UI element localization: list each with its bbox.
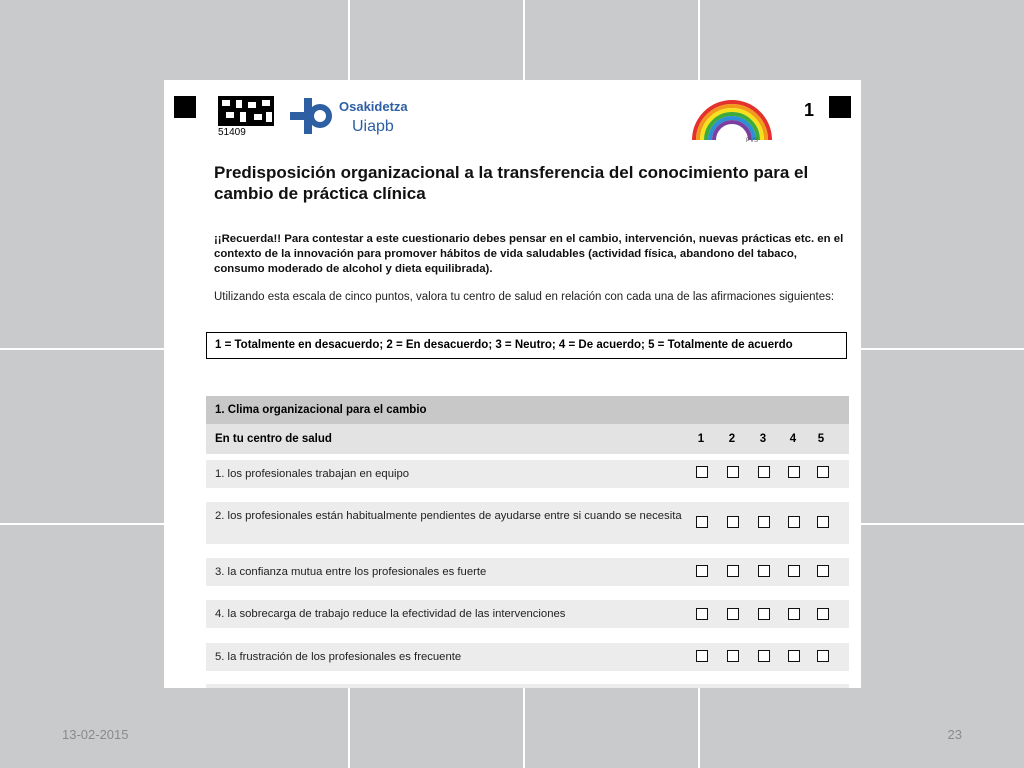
slide-date: 13-02-2015: [62, 727, 129, 742]
reminder-text: ¡¡Recuerda!! Para contestar a este cuestionario debes pensar en el cambio, intervención, nuevas prácticas etc. en el contexto de la innovación para promover hábitos de vida saludables (actividad física, abandono del tabaco, consumo moderado de alcohol y dieta equilibrada).: [214, 233, 844, 275]
osakidetza-logo-icon: [290, 96, 334, 136]
question-row: [206, 600, 849, 628]
answer-checkbox-3[interactable]: [758, 466, 770, 478]
question-text: 5. la frustración de los profesionales es frecuente: [215, 651, 462, 663]
answer-checkbox-5[interactable]: [817, 466, 829, 478]
question-row: [206, 643, 849, 671]
answer-checkbox-3[interactable]: [758, 608, 770, 620]
rainbow-logo-icon: [690, 96, 774, 142]
answer-checkbox-3[interactable]: [758, 516, 770, 528]
section-title: 1. Clima organizacional para el cambio: [206, 396, 849, 424]
barcode-icon: [218, 96, 274, 126]
question-text: 3. la confianza mutua entre los profesionales es fuerte: [215, 566, 487, 578]
answer-checkbox-3[interactable]: [758, 650, 770, 662]
table-subheader: En tu centro de salud: [215, 433, 332, 445]
answer-checkbox-5[interactable]: [817, 565, 829, 577]
answer-checkbox-1[interactable]: [696, 565, 708, 577]
org-name: Osakidetza: [339, 99, 408, 114]
answer-checkbox-5[interactable]: [817, 516, 829, 528]
document-title: Predisposición organizacional a la transferencia del conocimiento para el cambio de práctica clínica: [214, 163, 809, 203]
table-header: [206, 424, 849, 454]
org-unit: Uiapb: [352, 118, 394, 135]
question-row-cut-off: [206, 684, 849, 688]
instructions-text: Utilizando esta escala de cinco puntos, valora tu centro de salud en relación con cada una de las afirmaciones siguientes:: [214, 291, 835, 303]
answer-checkbox-1[interactable]: [696, 608, 708, 620]
registration-mark: [174, 96, 196, 118]
answer-checkbox-4[interactable]: [788, 608, 800, 620]
answer-checkbox-2[interactable]: [727, 516, 739, 528]
answer-checkbox-2[interactable]: [727, 608, 739, 620]
answer-checkbox-1[interactable]: [696, 516, 708, 528]
scale-column-1: 1: [697, 433, 705, 445]
scale-column-4: 4: [789, 433, 797, 445]
answer-checkbox-3[interactable]: [758, 565, 770, 577]
barcode-number: 51409: [218, 127, 246, 138]
question-text: 1. los profesionales trabajan en equipo: [215, 468, 410, 480]
slide-number: 23: [947, 727, 962, 742]
scale-column-3: 3: [759, 433, 767, 445]
question-row: [206, 558, 849, 586]
questionnaire-page: [164, 80, 861, 688]
answer-checkbox-2[interactable]: [727, 466, 739, 478]
scale-column-2: 2: [728, 433, 736, 445]
question-text: 2. los profesionales están habitualmente pendientes de ayudarse entre si cuando se necesita: [215, 510, 682, 522]
answer-checkbox-1[interactable]: [696, 466, 708, 478]
page-number: 1: [804, 100, 815, 120]
answer-checkbox-4[interactable]: [788, 565, 800, 577]
scale-legend: 1 = Totalmente en desacuerdo; 2 = En desacuerdo; 3 = Neutro; 4 = De acuerdo; 5 = Totalmente de acuerdo: [206, 332, 847, 359]
scale-column-5: 5: [817, 433, 825, 445]
answer-checkbox-2[interactable]: [727, 650, 739, 662]
answer-checkbox-1[interactable]: [696, 650, 708, 662]
answer-checkbox-4[interactable]: [788, 516, 800, 528]
rainbow-label: PVS: [746, 138, 759, 144]
question-text: 4. la sobrecarga de trabajo reduce la efectividad de las intervenciones: [215, 608, 566, 620]
answer-checkbox-2[interactable]: [727, 565, 739, 577]
answer-checkbox-4[interactable]: [788, 650, 800, 662]
registration-mark: [829, 96, 851, 118]
answer-checkbox-4[interactable]: [788, 466, 800, 478]
question-row: [206, 460, 849, 488]
answer-checkbox-5[interactable]: [817, 608, 829, 620]
question-row: [206, 502, 849, 544]
answer-checkbox-5[interactable]: [817, 650, 829, 662]
